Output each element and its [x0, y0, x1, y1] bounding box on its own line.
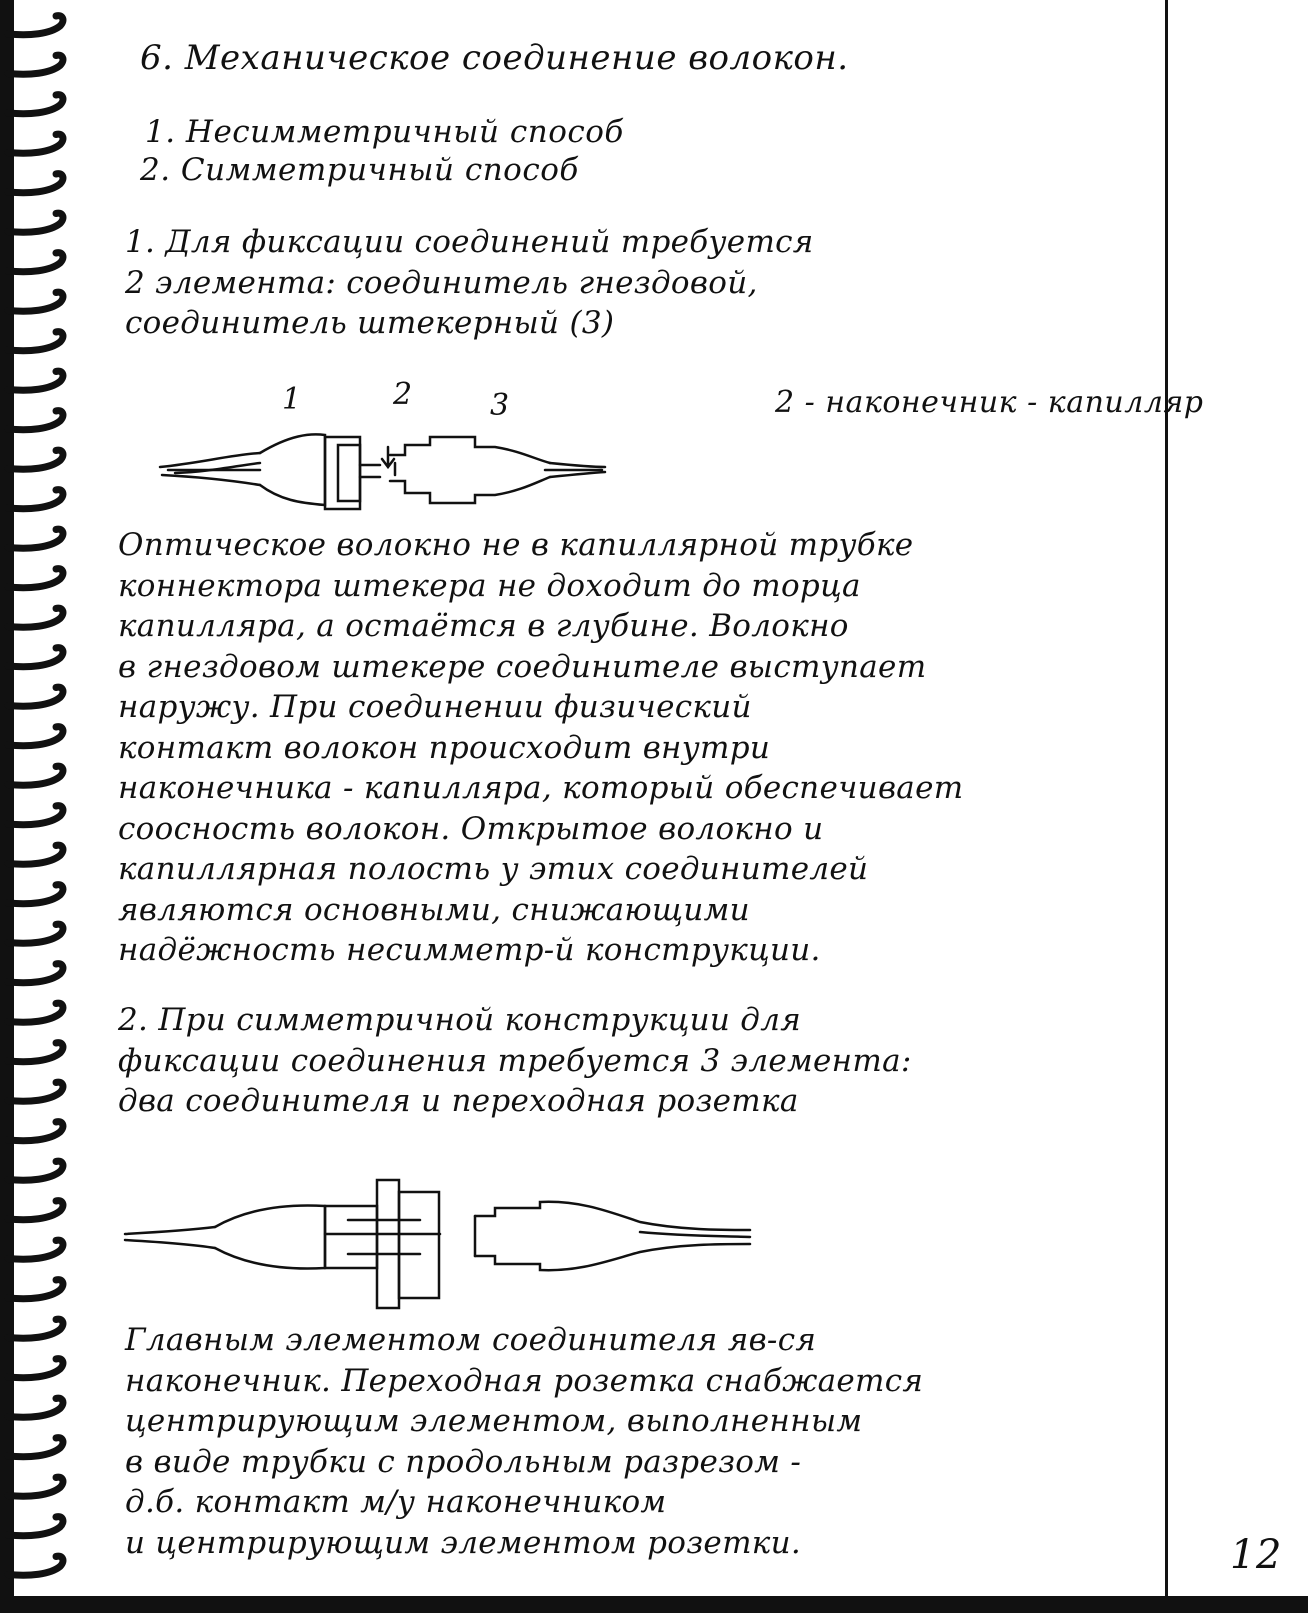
- text-line: 2. При симметричной конструкции для: [118, 1002, 802, 1038]
- spiral-ring: [8, 608, 63, 627]
- figure1-asymmetric-connector: [150, 415, 610, 515]
- spiral-ring: [8, 1043, 63, 1062]
- spiral-ring: [8, 924, 63, 943]
- text-line: в гнездовом штекере соединителе выступает: [118, 648, 927, 685]
- spiral-ring: [8, 1161, 63, 1180]
- text-line: и центрирующим элементом розетки.: [125, 1524, 802, 1561]
- text-line: два соединителя и переходная розетка: [118, 1083, 799, 1119]
- spiral-ring: [8, 1319, 63, 1338]
- spiral-binding: [0, 0, 80, 1613]
- figure1-label-3: 3: [490, 388, 510, 423]
- text-line: капилляра, а остаётся в глубине. Волокно: [118, 608, 849, 644]
- text-line: фиксации соединения требуется 3 элемента:: [118, 1042, 912, 1079]
- spiral-ring: [8, 1477, 63, 1496]
- text-line: наружу. При соединении физический: [118, 689, 752, 725]
- spiral-ring: [8, 16, 63, 35]
- page-number: 12: [1230, 1532, 1282, 1578]
- page-bottom-edge: [0, 1596, 1308, 1613]
- text-line: 2 элемента: соединитель гнездовой,: [125, 264, 758, 301]
- spiral-ring: [8, 1122, 63, 1141]
- spiral-ring: [8, 213, 63, 232]
- text-line: контакт волокон происходит внутри: [118, 729, 771, 766]
- text-line: являются основными, снижающими: [118, 891, 750, 928]
- spiral-ring: [8, 450, 63, 469]
- spiral-ring: [8, 371, 63, 390]
- text-line: в виде трубки с продольным разрезом -: [125, 1443, 802, 1480]
- margin-line: [1165, 0, 1168, 1600]
- text-line: соосность волокон. Открытое волокно и: [118, 810, 824, 847]
- spiral-ring: [8, 55, 63, 74]
- text-line: капиллярная полость у этих соединителей: [118, 851, 869, 887]
- figure2-symmetric-connector: [120, 1172, 760, 1322]
- spiral-ring: [8, 845, 63, 864]
- spiral-ring: [8, 411, 63, 430]
- spiral-ring: [8, 885, 63, 904]
- spiral-ring: [8, 1556, 63, 1575]
- method-asymmetric: 1. Несимметричный способ: [145, 114, 624, 150]
- text-line: д.б. контакт м/у наконечником: [125, 1484, 667, 1520]
- spiral-ring: [8, 1517, 63, 1536]
- spiral-ring: [8, 569, 63, 588]
- spiral-ring: [8, 727, 63, 746]
- method-symmetric: 2. Симметричный способ: [140, 152, 579, 188]
- text-line: центрирующим элементом, выполненным: [125, 1403, 863, 1439]
- spiral-ring: [8, 1280, 63, 1299]
- spiral-ring: [8, 95, 63, 114]
- spiral-ring: [8, 766, 63, 785]
- paragraph-asymmetric-details: [118, 525, 963, 971]
- figure1-label-1: 1: [282, 382, 302, 417]
- spiral-ring: [8, 687, 63, 706]
- spiral-ring: [8, 174, 63, 193]
- text-line: 1. Для фиксации соединений требуется: [125, 224, 814, 260]
- figure1-label-2: 2: [393, 377, 413, 412]
- paragraph-asymmetric-intro: [125, 222, 814, 344]
- figure1-note: 2 - наконечник - капилляр: [775, 385, 1204, 420]
- spiral-ring: [8, 648, 63, 667]
- spiral-ring: [8, 1438, 63, 1457]
- spiral-ring: [8, 1082, 63, 1101]
- spiral-ring: [8, 490, 63, 509]
- spiral-ring: [8, 1240, 63, 1259]
- spiral-ring: [8, 1201, 63, 1220]
- text-line: наконечник. Переходная розетка снабжается: [125, 1362, 924, 1399]
- text-line: Оптическое волокно не в капиллярной трубке: [118, 527, 914, 563]
- spiral-ring: [8, 134, 63, 153]
- text-line: Главным элементом соединителя яв-ся: [125, 1322, 817, 1358]
- page-title: 6. Механическое соединение волокон.: [140, 38, 849, 78]
- spiral-ring: [8, 1398, 63, 1417]
- spiral-ring: [8, 1003, 63, 1022]
- spiral-ring: [8, 292, 63, 311]
- paragraph-symmetric-intro: [118, 1000, 912, 1122]
- spiral-ring: [8, 964, 63, 983]
- spiral-ring: [8, 253, 63, 272]
- spiral-ring: [8, 529, 63, 548]
- paragraph-symmetric-details: [125, 1320, 923, 1563]
- spiral-ring: [8, 1359, 63, 1378]
- text-line: соединитель штекерный (3): [125, 305, 615, 341]
- spiral-ring: [8, 332, 63, 351]
- spiral-ring: [8, 806, 63, 825]
- text-line: надёжность несимметр-й конструкции.: [118, 932, 821, 968]
- text-line: коннектора штекера не доходит до торца: [118, 567, 861, 604]
- text-line: наконечника - капилляра, который обеспечивает: [118, 770, 964, 806]
